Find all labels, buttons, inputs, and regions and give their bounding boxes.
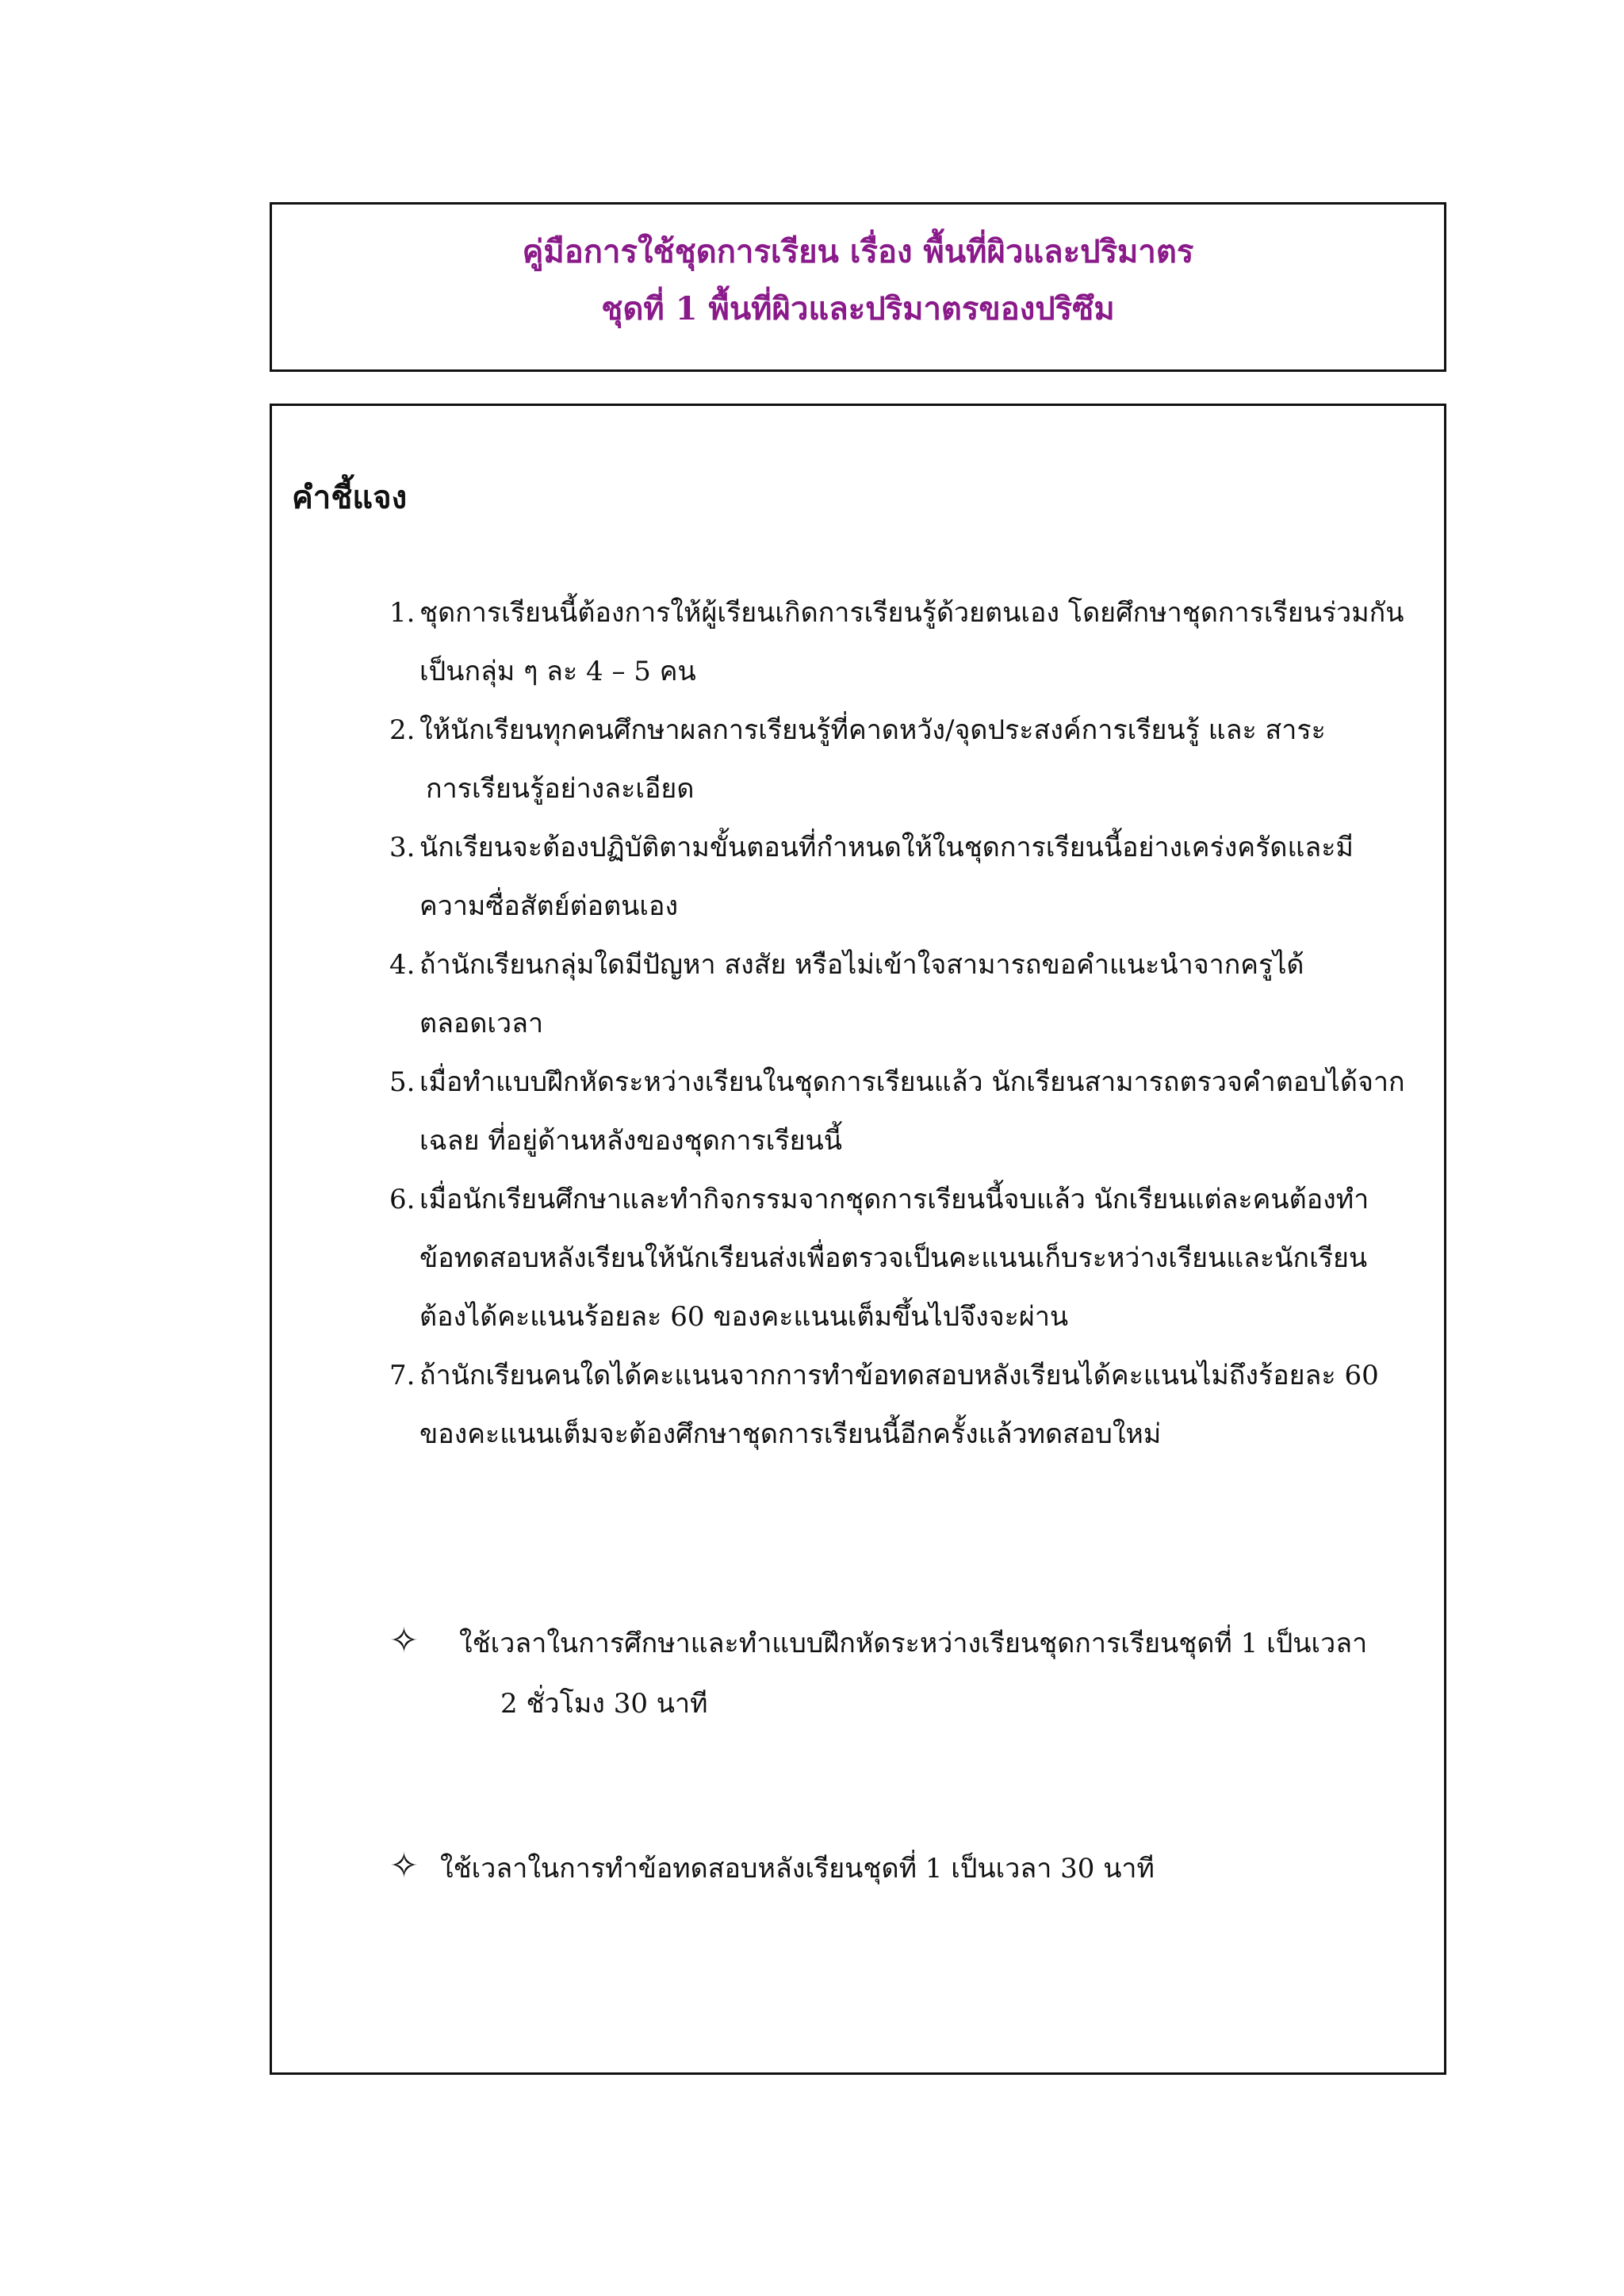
instructions-heading: คำชี้แจง [292, 479, 408, 516]
instructions-box [270, 404, 1446, 2075]
item-text: ชุดการเรียนนี้ต้องการให้ผู้เรียนเกิดการเรียนรู้ด้วยตนเอง โดยศึกษาชุดการเรียนร่วมกัน [419, 597, 1404, 629]
note-text-cont: 2 ชั่วโมง 30 นาที [500, 1688, 708, 1720]
item-text: ถ้านักเรียนคนใดได้คะแนนจากการทำข้อทดสอบหลังเรียนได้คะแนนไม่ถึงร้อยละ 60 [419, 1360, 1379, 1391]
item-text-cont: การเรียนรู้อย่างละเอียด [426, 773, 695, 805]
item-text-cont: ของคะแนนเต็มจะต้องศึกษาชุดการเรียนนี้อีกครั้งแล้วทดสอบใหม่ [419, 1418, 1162, 1450]
item-text-cont: เป็นกลุ่ม ๆ ละ 4 – 5 คน [419, 656, 696, 687]
item-number: 1. [389, 597, 416, 629]
time-note-study [389, 1611, 1420, 1734]
item-text: ถ้านักเรียนกลุ่มใดมีปัญหา สงสัย หรือไม่เข้าใจสามารถขอคำแนะนำจากครูได้ [419, 949, 1304, 981]
instruction-item-5 [389, 1053, 1420, 1170]
item-number: 4. [389, 949, 416, 981]
instruction-item-2 [389, 701, 1420, 818]
item-text-cont: ต้องได้คะแนนร้อยละ 60 ของคะแนนเต็มขึ้นไปจึงจะผ่าน [419, 1301, 1069, 1333]
item-text-cont: ตลอดเวลา [419, 1008, 544, 1039]
item-text-cont: ข้อทดสอบหลังเรียนให้นักเรียนส่งเพื่อตรวจเป็นคะแนนเก็บระหว่างเรียนและนักเรียน [419, 1242, 1368, 1274]
note-text: ใช้เวลาในการทำข้อทดสอบหลังเรียนชุดที่ 1 เป็นเวลา 30 นาที [440, 1853, 1155, 1885]
item-number: 2. [389, 714, 416, 746]
item-text: ให้นักเรียนทุกคนศึกษาผลการเรียนรู้ที่คาดหวัง/จุดประสงค์การเรียนรู้ และ สาระ [419, 714, 1326, 746]
item-text-cont: ความซื่อสัตย์ต่อตนเอง [419, 890, 679, 922]
document-title: คู่มือการใช้ชุดการเรียน เรื่อง พื้นที่ผิวและปริมาตร [522, 233, 1194, 270]
item-number: 6. [389, 1184, 416, 1215]
item-text-cont: เฉลย ที่อยู่ด้านหลังของชุดการเรียนนี้ [419, 1125, 843, 1157]
title-box [270, 202, 1446, 372]
instruction-item-6 [389, 1170, 1420, 1346]
instruction-item-1 [389, 584, 1420, 701]
sparkle-icon: ✧ [389, 1846, 419, 1886]
note-text: ใช้เวลาในการศึกษาและทำแบบฝึกหัดระหว่างเรียนชุดการเรียนชุดที่ 1 เป็นเวลา [459, 1628, 1368, 1659]
item-text: เมื่อทำแบบฝึกหัดระหว่างเรียนในชุดการเรียนแล้ว นักเรียนสามารถตรวจคำตอบได้จาก [419, 1066, 1405, 1098]
document-subtitle: ชุดที่ 1 พื้นที่ผิวและปริมาตรของปริซึม [601, 290, 1115, 327]
item-text: เมื่อนักเรียนศึกษาและทำกิจกรรมจากชุดการเรียนนี้จบแล้ว นักเรียนแต่ละคนต้องทำ [419, 1184, 1369, 1215]
instruction-item-7 [389, 1346, 1420, 1464]
item-text: นักเรียนจะต้องปฏิบัติตามขั้นตอนที่กำหนดให้ในชุดการเรียนนี้อย่างเคร่งครัดและมี [419, 832, 1354, 863]
time-note-test [389, 1836, 1420, 1899]
item-number: 7. [389, 1360, 416, 1391]
item-number: 3. [389, 832, 416, 863]
item-number: 5. [389, 1066, 416, 1098]
sparkle-icon: ✧ [389, 1621, 419, 1661]
instruction-item-4 [389, 936, 1420, 1053]
instruction-item-3 [389, 818, 1420, 936]
